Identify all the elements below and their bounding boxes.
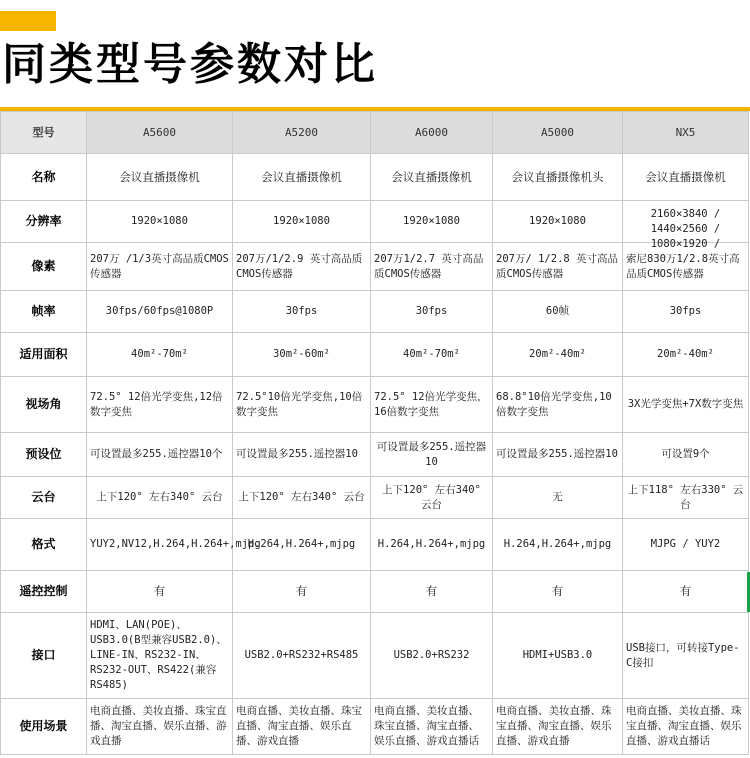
resolution-cell: [623, 201, 749, 250]
usage-cell: 电商直播、美妆直播、珠宝直播、淘宝直播、娱乐直播、游戏直播: [87, 699, 233, 755]
usage-cell: 电商直播、美妆直播、珠宝直播、淘宝直播、娱乐直播、游戏直播话: [623, 699, 749, 755]
format-cell: H.264,H.264+,mjpg: [493, 519, 623, 571]
framerate-cell: 30fps: [623, 291, 749, 333]
name-cell: 会议直播摄像机: [233, 154, 371, 201]
fov-cell: 72.5° 12倍光学变焦，16倍数字变焦: [371, 377, 493, 433]
row-usage: [1, 699, 749, 755]
row-resolution: [1, 201, 749, 243]
remote-cell: 有: [233, 571, 371, 613]
area-cell: 30m²-60m²: [233, 333, 371, 377]
area-cell: 40m²-70m²: [87, 333, 233, 377]
resolution-cell: 1920×1080: [87, 201, 233, 243]
accent-bar: [0, 11, 56, 31]
pixels-cell: 索尼830万1/2.8英寸高品质CMOS传感器: [623, 243, 749, 291]
row-pixels: [1, 243, 749, 291]
remote-cell: 有: [87, 571, 233, 613]
usage-cell: 电商直播、美妆直播、珠宝直播、淘宝直播、娱乐直播、游戏直播话: [371, 699, 493, 755]
row-name: [1, 154, 749, 201]
label-usage: 使用场景: [1, 699, 87, 755]
resolution-cell: 1920×1080: [233, 201, 371, 243]
interface-cell: HDMI、LAN(POE)、USB3.0(B型兼容USB2.0)、LINE-IN、RS232-IN、RS232-OUT、RS422(兼容RS485): [87, 613, 233, 699]
row-area: [1, 333, 749, 377]
row-model: [1, 112, 749, 154]
name-cell: 会议直播摄像机: [87, 154, 233, 201]
interface-cell: USB2.0+RS232: [371, 613, 493, 699]
name-cell: 会议直播摄像机头: [493, 154, 623, 201]
ptz-cell: 上下120° 左右340° 云台: [87, 477, 233, 519]
remote-cell: 有: [371, 571, 493, 613]
interface-cell: USB2.0+RS232+RS485: [233, 613, 371, 699]
ptz-cell: 无: [493, 477, 623, 519]
label-name: 名称: [1, 154, 87, 201]
model-cell: A5200: [233, 112, 371, 154]
usage-cell: 电商直播、美妆直播、珠宝直播、淘宝直播、娱乐直播、游戏直播: [493, 699, 623, 755]
label-interface: 接口: [1, 613, 87, 699]
model-cell: NX5: [623, 112, 749, 154]
framerate-cell: 30fps/60fps@1080P: [87, 291, 233, 333]
row-format: [1, 519, 749, 571]
pixels-cell: 207万1/2.7 英寸高品质CMOS传感器: [371, 243, 493, 291]
row-ptz: [1, 477, 749, 519]
name-cell: 会议直播摄像机: [623, 154, 749, 201]
format-cell: H.264,H.264+,mjpg: [371, 519, 493, 571]
fov-cell: 72.5°10倍光学变焦,10倍数字变焦: [233, 377, 371, 433]
label-area: 适用面积: [1, 333, 87, 377]
format-cell: H.264,H.264+,mjpg: [233, 519, 371, 571]
area-cell: 20m²-40m²: [493, 333, 623, 377]
label-model: 型号: [1, 112, 87, 154]
label-ptz: 云台: [1, 477, 87, 519]
model-cell: A5600: [87, 112, 233, 154]
label-remote: 遥控控制: [1, 571, 87, 613]
pixels-cell: 207万 /1/3英寸高品质CMOS传感器: [87, 243, 233, 291]
pixels-cell: 207万/ 1/2.8 英寸高品质CMOS传感器: [493, 243, 623, 291]
model-cell: A5000: [493, 112, 623, 154]
label-pixels: 像素: [1, 243, 87, 291]
row-framerate: [1, 291, 749, 333]
remote-cell: 有: [623, 571, 749, 613]
label-fov: 视场角: [1, 377, 87, 433]
framerate-cell: 60帧: [493, 291, 623, 333]
row-fov: [1, 377, 749, 433]
row-remote: [1, 571, 749, 613]
fov-cell: 3X光学变焦+7X数字变焦: [623, 377, 749, 433]
resolution-text: 2160×3840 / 1440×2560 / 1080×1920 /: [650, 207, 721, 250]
framerate-cell: 30fps: [371, 291, 493, 333]
presets-cell: 可设置最多255.遥控器10: [493, 433, 623, 477]
ptz-cell: 上下118° 左右330° 云台: [623, 477, 749, 519]
page-title: 同类型号参数对比: [2, 39, 378, 90]
presets-cell: 可设置最多255.遥控器10个: [87, 433, 233, 477]
resolution-cell: 1920×1080: [371, 201, 493, 243]
label-framerate: 帧率: [1, 291, 87, 333]
label-format: 格式: [1, 519, 87, 571]
remote-cell: 有: [493, 571, 623, 613]
usage-cell: 电商直播、美妆直播、珠宝直播、淘宝直播、娱乐直播、游戏直播: [233, 699, 371, 755]
presets-cell: 可设置最多255.遥控器10: [233, 433, 371, 477]
area-cell: 40m²-70m²: [371, 333, 493, 377]
ptz-cell: 上下120° 左右340° 云台: [371, 477, 493, 519]
comparison-table: [0, 111, 749, 755]
row-presets: [1, 433, 749, 477]
framerate-cell: 30fps: [233, 291, 371, 333]
label-resolution: 分辨率: [1, 201, 87, 243]
format-cell: MJPG / YUY2: [623, 519, 749, 571]
pixels-cell: 207万/1/2.9 英寸高品质CMOS传感器: [233, 243, 371, 291]
interface-cell: USB接口，可转接Type-C接扣: [623, 613, 749, 699]
fov-cell: 72.5° 12倍光学变焦,12倍数字变焦: [87, 377, 233, 433]
fov-cell: 68.8°10倍光学变焦,10倍数字变焦: [493, 377, 623, 433]
presets-cell: 可设置最多255.遥控器10: [371, 433, 493, 477]
name-cell: 会议直播摄像机: [371, 154, 493, 201]
row-interface: [1, 613, 749, 699]
presets-cell: 可设置9个: [623, 433, 749, 477]
model-cell: A6000: [371, 112, 493, 154]
label-presets: 预设位: [1, 433, 87, 477]
format-cell: YUY2,NV12,H.264,H.264+,mjpg: [87, 519, 233, 571]
interface-cell: HDMI+USB3.0: [493, 613, 623, 699]
resolution-cell: 1920×1080: [493, 201, 623, 243]
area-cell: 20m²-40m²: [623, 333, 749, 377]
ptz-cell: 上下120° 左右340° 云台: [233, 477, 371, 519]
